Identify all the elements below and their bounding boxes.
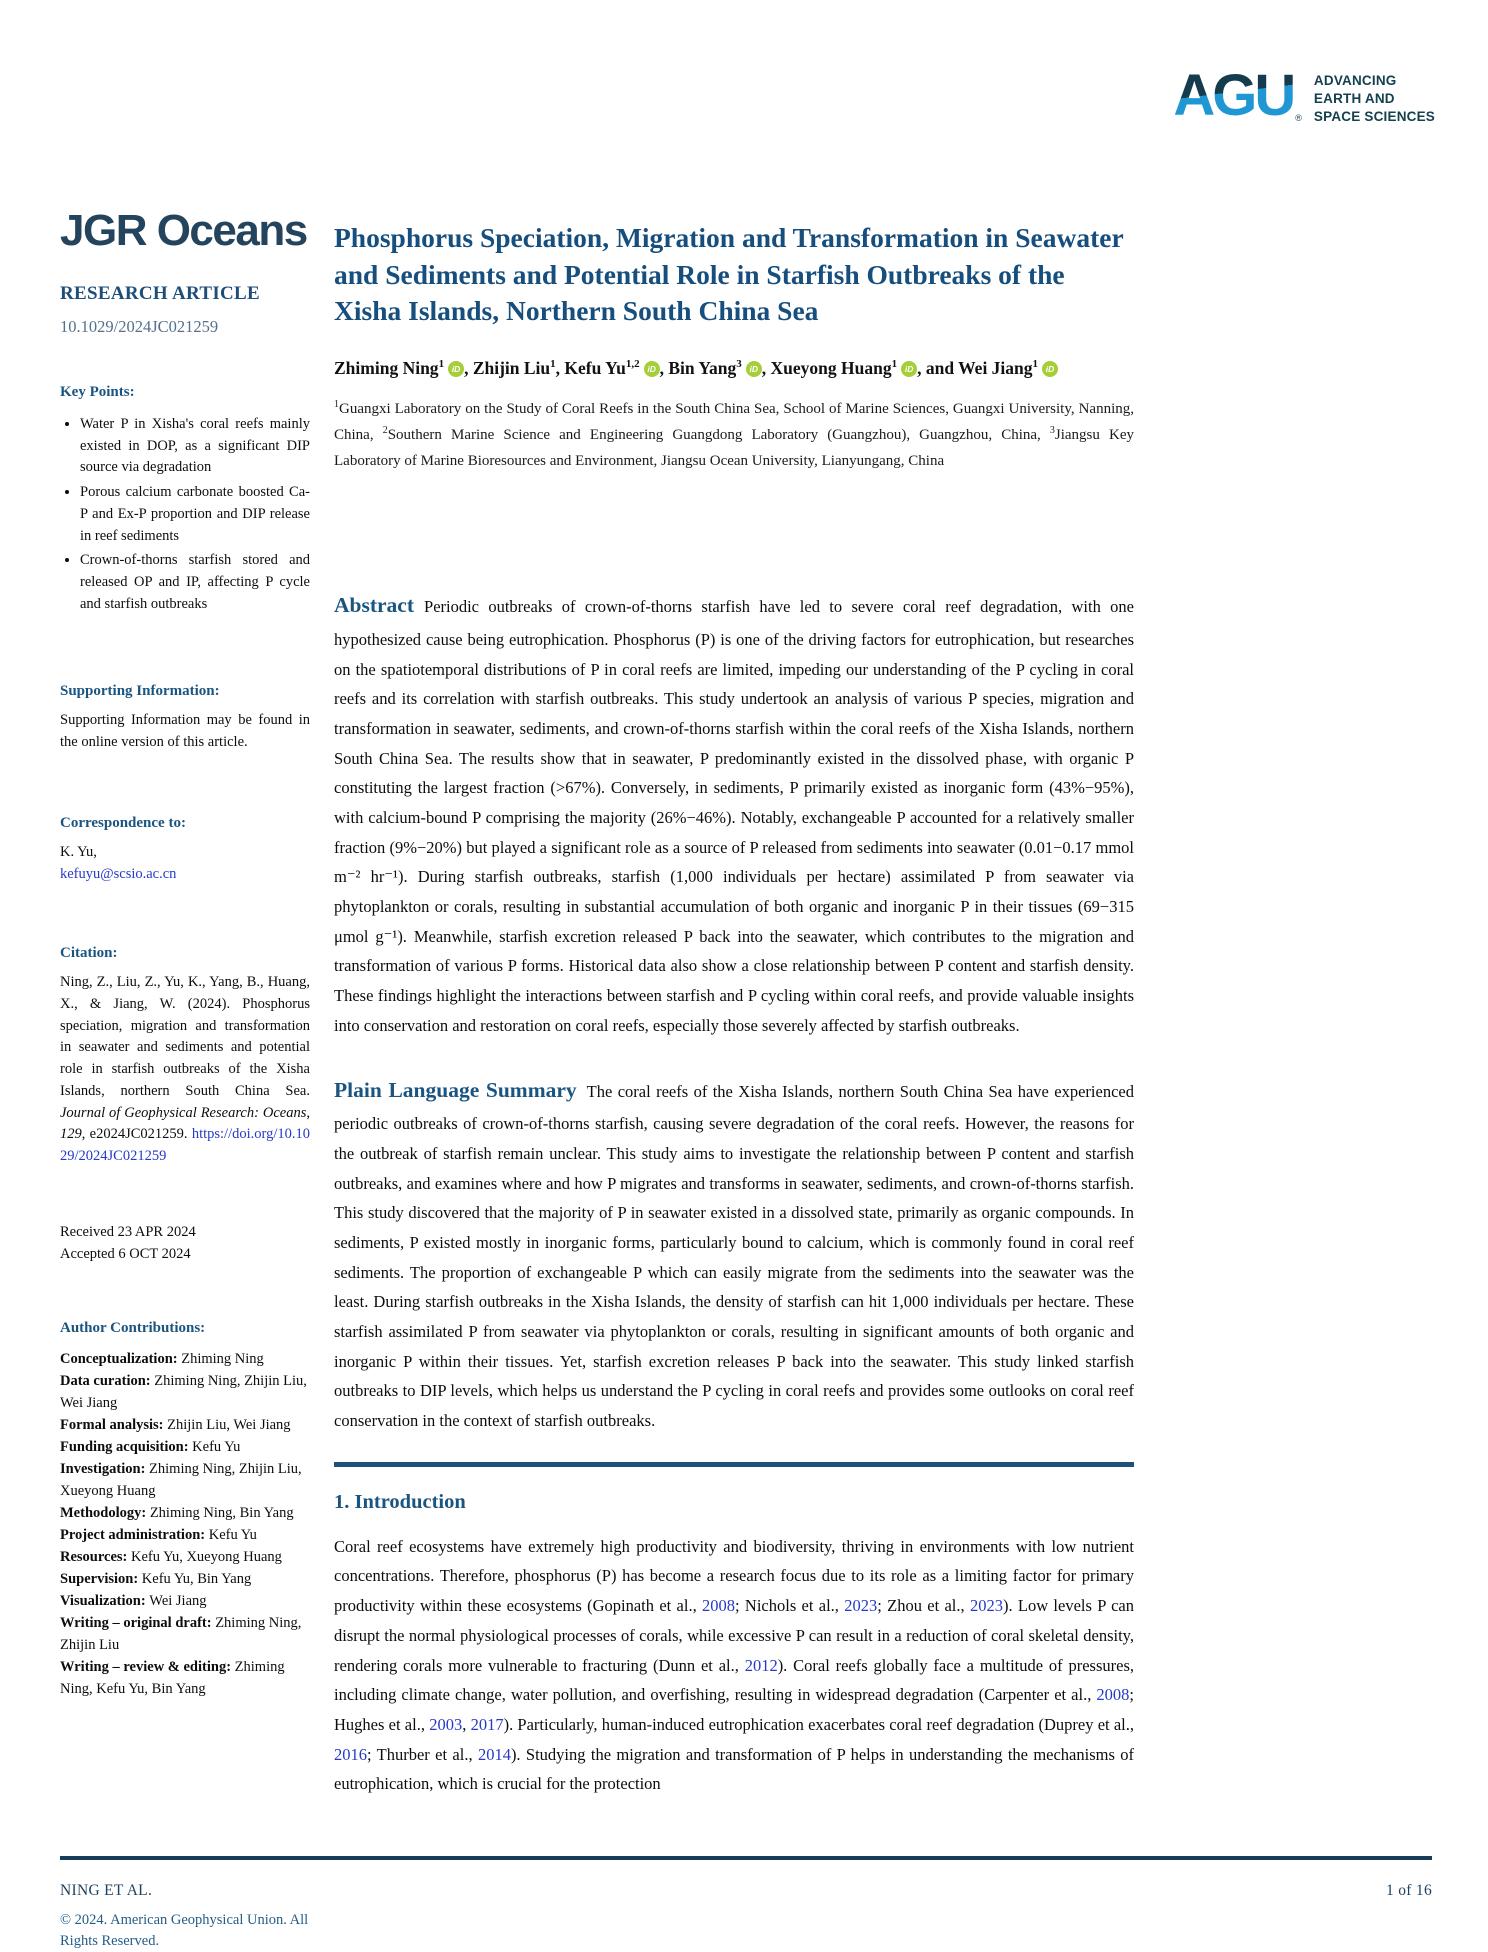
- contribution-item: Project administration: Kefu Yu: [60, 1527, 257, 1543]
- author-contributions-list: [60, 1348, 310, 1701]
- affiliation-text: Guangxi Laboratory on the Study of Coral Reefs in the South China Sea, School of Marine Sciences, Guangxi University, Nanning, China,: [334, 400, 1134, 444]
- reference-year-link[interactable]: 2008: [702, 1596, 736, 1616]
- abstract-text: Periodic outbreaks of crown-of-thorns starfish have led to severe coral reef degradation, with one hypothesized cause being eutrophication. Phosphorus (P) is one of the driving factors for eutrophication, but researches on the spatiotemporal distributions of P in coral reefs are limited, impeding our understanding of the P cycling in coral reefs and its correlation with starfish outbreaks. This study undertook an analysis of various P species, migration and transformation in seawater, sediments, and crown-of-thorns starfish within the coral reefs of the Xisha Islands, northern South China Sea. The results show that in seawater, P predominantly existed in the dissolved phase, with organic P constituting the largest fraction (>67%). Conversely, in sediments, P primarily existed as inorganic form (43%−95%), with calcium-bound P comprising the majority (26%−46%). Notably, exchangeable P accounted for a relatively smaller fraction (9%−20%) but played a significant role as a source of P released from sediments into seawater (0.01−0.17 mmol m⁻² hr⁻¹). During starfish outbreaks, starfish (1,000 individuals per hectare) assimilated P from seawater via phytoplankton or corals, resulting in substantial accumulation of both organic and inorganic P in their tissues (69−315 μmol g⁻¹). Meanwhile, starfish excretion released P back into the seawater, which contributes to the migration and transformation of various P forms. Historical data also show a close relationship between P content and starfish density. These findings highlight the interactions between starfish and P cycling within coral reefs, and provide valuable insights into conservation and restoration on coral reefs, especially those severely affected by starfish outbreaks.: [334, 597, 1134, 1035]
- introduction-text: [334, 1532, 1134, 1799]
- text-segment: ). Studying the migration and transformation of P helps in understanding the mechanisms of eutrophication, which is crucial for the protection: [334, 1744, 1134, 1794]
- reference-year-link[interactable]: 2014: [477, 1744, 511, 1764]
- text-segment: ; Thurber et al.,: [367, 1744, 478, 1764]
- key-point-item: • Water P in Xisha's coral reefs mainly existed in DOP, as a significant DIP source via degradation: [80, 414, 310, 479]
- key-point-item: • Porous calcium carbonate boosted Ca-P and Ex-P proportion and DIP release in reef sediments: [80, 482, 310, 547]
- author-name: Bin Yang: [668, 357, 737, 378]
- text-segment: ; Nichols et al.,: [735, 1596, 845, 1616]
- citation-doi-link[interactable]: https://doi.org/10.1029/2024JC021259: [60, 1126, 310, 1164]
- page-footer: [60, 1856, 1432, 1900]
- reference-year-link[interactable]: 2012: [744, 1655, 778, 1675]
- content-columns: [60, 63, 1432, 1952]
- author-affiliation-superscript: 1,2: [625, 357, 640, 370]
- correspondence-heading: Correspondence to:: [60, 814, 186, 831]
- contribution-item: Writing – review & editing: Zhiming Ning, Kefu Yu, Bin Yang: [60, 1659, 285, 1698]
- affiliation-text: Southern Marine Science and Engineering Guangdong Laboratory (Guangzhou), Guangzhou, China,: [387, 427, 1050, 444]
- authors-line: Zhiming Ning$^1$ iD , Zhijin Liu$^1$, Kefu Yu$^{1,2}$ iD , Bin Yang$^3$ iD , Xueyong Huang$^1$ iD , and Wei Jiang$^1$ iD: [334, 354, 1134, 382]
- contribution-item: Supervision: Kefu Yu, Bin Yang: [60, 1571, 252, 1588]
- main-column: [334, 72, 1134, 1952]
- copyright-notice: © 2024. American Geophysical Union. All Rights Reserved.: [60, 1912, 309, 1950]
- text-segment: 129: [60, 1126, 82, 1143]
- agu-tagline-line: ADVANCING: [1313, 73, 1397, 88]
- agu-tagline-line: SPACE SCIENCES: [1313, 108, 1435, 124]
- article-title: Phosphorus Speciation, Migration and Transformation in Seawater and Sediments and Potential Role in Starfish Outbreaks of the Xisha Islands, Northern South China Sea: [334, 222, 1124, 327]
- author-name: Zhiming Ning: [334, 357, 439, 378]
- contribution-item: Writing – original draft: Zhiming Ning, Zhijin Liu: [60, 1615, 302, 1654]
- key-points-list: [60, 414, 310, 616]
- footer-running-head: NING ET AL.: [60, 1882, 153, 1899]
- agu-logo-text: AGU: [1173, 63, 1294, 128]
- text-segment: ; Zhou et al.,: [877, 1596, 970, 1616]
- plain-language-summary-heading: Plain Language Summary: [334, 1077, 577, 1102]
- citation-heading: Citation:: [60, 944, 118, 961]
- citation-text: [60, 972, 310, 1168]
- contribution-item: Formal analysis: Zhijin Liu, Wei Jiang: [60, 1416, 291, 1433]
- affiliations: [334, 396, 1134, 475]
- footer-rule: [60, 1856, 1432, 1860]
- text-segment: ,: [462, 1714, 471, 1734]
- contribution-item: Visualization: Wei Jiang: [60, 1593, 207, 1610]
- article-type-label: RESEARCH ARTICLE: [60, 283, 260, 304]
- reference-year-link[interactable]: 2017: [470, 1714, 504, 1734]
- author-name: Kefu Yu: [564, 357, 626, 378]
- correspondence-email-link[interactable]: kefuyu@scsio.ac.cn: [60, 865, 177, 882]
- orcid-icon[interactable]: iD: [746, 361, 762, 377]
- footer-page-number: 1 of 16: [1385, 1882, 1432, 1899]
- author-contributions-heading: Author Contributions:: [60, 1320, 206, 1337]
- plain-language-summary-section: [334, 1071, 1134, 1436]
- author-affiliation-superscript: 1: [550, 357, 556, 370]
- text-segment: , e2024JC021259.: [81, 1126, 192, 1143]
- accepted-date: Accepted 6 OCT 2024: [60, 1245, 191, 1262]
- orcid-icon[interactable]: iD: [901, 361, 917, 377]
- key-point-item: • Crown-of-thorns starfish stored and released OP and IP, affecting P cycle and starfish outbreaks: [80, 550, 310, 615]
- text-segment: ). Particularly, human-induced eutrophication exacerbates coral reef degradation (Duprey et al.,: [503, 1714, 1135, 1734]
- orcid-icon[interactable]: iD: [644, 361, 660, 377]
- contribution-item: Investigation: Zhiming Ning, Zhijin Liu, Xueyong Huang: [60, 1460, 302, 1499]
- affiliation-superscript: 1: [334, 398, 339, 410]
- sidebar: [60, 72, 310, 1952]
- key-points-heading: Key Points:: [60, 384, 135, 401]
- dates-block: [60, 1222, 310, 1266]
- author-affiliation-superscript: 1: [1032, 357, 1039, 370]
- orcid-icon[interactable]: iD: [448, 361, 464, 377]
- abstract-heading: Abstract: [334, 593, 415, 618]
- contribution-item: Resources: Kefu Yu, Xueyong Huang: [60, 1549, 282, 1566]
- agu-logo: [1173, 63, 1435, 128]
- text-segment: Journal of Geophysical Research: Oceans: [60, 1104, 307, 1121]
- agu-tagline: [1314, 70, 1435, 125]
- agu-tagline-line: EARTH AND: [1313, 90, 1395, 106]
- correspondence-name: K. Yu,: [60, 844, 97, 860]
- text-segment: ). Coral reefs globally face a multitude of pressures, including climate change, water pollution, and overfishing, resulting in widespread degradation (Carpenter et al.,: [334, 1655, 1134, 1705]
- introduction-heading: 1. Introduction: [334, 1490, 466, 1513]
- reference-year-link[interactable]: 2023: [844, 1596, 878, 1616]
- plain-language-summary-text: The coral reefs of the Xisha Islands, northern South China Sea have experienced periodic outbreaks of crown-of-thorns starfish, causing severe degradation of the coral reefs. However, the reasons for the outbreak of starfish remain unclear. This study aims to investigate the relationship between P content and starfish outbreaks, and examines where and how P migrates and transforms in seawater, sediments, and crown-of-thorns starfish. This study discovered that the majority of P in seawater existed in a dissolved state, primarily as organic compounds. In sediments, P existed mostly in inorganic forms, particularly bound to calcium, which is commonly found in coral reef sediments. The proportion of exchangeable P which can easily migrate from the sediments into the seawater was the least. During starfish outbreaks in the Xisha Islands, the density of starfish can hit 1,000 individuals per hectare. These starfish assimilated P from seawater via phytoplankton or corals, resulting in significant amounts of both organic and inorganic P within their tissues. Yet, starfish excretion releases P back into the seawater. This study linked starfish outbreaks to DIP levels, which helps us understand the P cycling in coral reefs and provides some outlooks on coral reef conservation in the context of starfish outbreaks.: [334, 1081, 1134, 1431]
- section-divider-rule: [334, 1462, 1134, 1467]
- abstract-section: [334, 586, 1134, 1040]
- journal-logo: JGR Oceans: [60, 206, 307, 255]
- author-name: Wei Jiang: [958, 357, 1033, 378]
- reference-year-link[interactable]: 2008: [1096, 1685, 1130, 1705]
- affiliation-superscript: 3: [1049, 425, 1055, 437]
- contribution-item: Data curation: Zhiming Ning, Zhijin Liu, Wei Jiang: [60, 1372, 307, 1411]
- text-segment: Ning, Z., Liu, Z., Yu, K., Yang, B., Huang, X., & Jiang, W. (2024). Phosphorus speciation, migration and transformation in seawater and sediments and potential role in starfish outbreaks of the Xisha Islands, northern South China Sea.: [60, 974, 310, 1099]
- author-name: Zhijin Liu: [472, 357, 551, 378]
- supporting-info-heading: Supporting Information:: [60, 682, 220, 699]
- contribution-item: Methodology: Zhiming Ning, Bin Yang: [60, 1504, 294, 1521]
- reference-year-link[interactable]: 2016: [334, 1744, 367, 1764]
- author-affiliation-superscript: 1: [891, 357, 898, 370]
- contribution-item: Conceptualization: Zhiming Ning: [60, 1350, 264, 1367]
- article-doi: 10.1029/2024JC021259: [60, 316, 219, 336]
- affiliation-text: Jiangsu Key Laboratory of Marine Bioresources and Environment, Jiangsu Ocean University, Lianyungang, China: [334, 427, 1134, 469]
- received-date: Received 23 APR 2024: [60, 1223, 196, 1240]
- affiliation-superscript: 2: [382, 425, 388, 437]
- reference-year-link[interactable]: 2003: [429, 1714, 463, 1734]
- text-segment: Coral reef ecosystems have extremely high productivity and biodiversity, thriving in environments with low nutrient concentrations. Therefore, phosphorus (P) has become a research focus due to its role as a limiting factor for primary productivity within these ecosystems (Gopinath et al.,: [334, 1536, 1134, 1616]
- text-segment: ; Hughes et al.,: [334, 1685, 1134, 1734]
- orcid-icon[interactable]: iD: [1042, 361, 1058, 377]
- author-affiliation-superscript: 1: [438, 357, 445, 370]
- agu-registered-mark: ®: [1295, 113, 1302, 124]
- author-name: Xueyong Huang: [770, 357, 892, 378]
- contribution-item: Funding acquisition: Kefu Yu: [60, 1438, 241, 1455]
- supporting-info-text: Supporting Information may be found in the online version of this article.: [60, 712, 310, 750]
- text-segment: ). Low levels P can disrupt the normal physiological processes of corals, while excessive P can result in a reduction of coral skeletal density, rendering corals more vulnerable to fracturing (Dunn et al.,: [334, 1596, 1134, 1675]
- reference-year-link[interactable]: 2023: [969, 1596, 1003, 1616]
- text-segment: ,: [306, 1104, 310, 1121]
- author-affiliation-superscript: 3: [736, 357, 742, 370]
